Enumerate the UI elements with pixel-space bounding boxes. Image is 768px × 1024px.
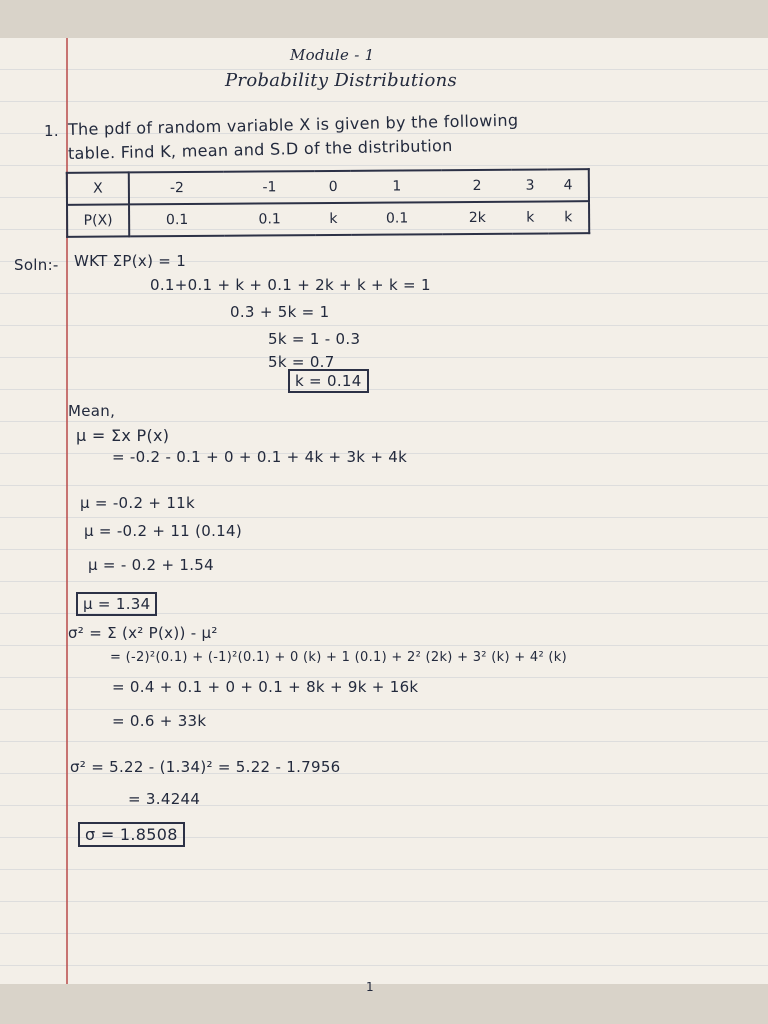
solution-label: Soln:- (14, 256, 59, 274)
mean-line: μ = Σx P(x) (76, 426, 170, 445)
table-row-label: P(X) (67, 204, 129, 236)
question-number: 1. (44, 122, 59, 140)
solution-line: WKT ΣP(x) = 1 (74, 252, 187, 270)
table-cell: 2k (442, 202, 512, 234)
table-cell: 0.1 (351, 202, 442, 235)
page-title: Probability Distributions (225, 70, 458, 91)
variance-line: = 3.4244 (128, 790, 201, 808)
table-cell: 0.1 (129, 204, 224, 237)
mean-result-box: μ = 1.34 (76, 592, 157, 616)
table-cell: 0.1 (224, 203, 315, 236)
table-row-label: X (67, 172, 129, 204)
solution-line: 5k = 1 - 0.3 (268, 330, 361, 348)
table-cell: -2 (129, 172, 224, 205)
k-result-box: k = 0.14 (288, 369, 369, 393)
mean-line: = -0.2 - 0.1 + 0 + 0.1 + 4k + 3k + 4k (112, 448, 408, 466)
variance-line: σ² = Σ (x² P(x)) - μ² (68, 624, 218, 642)
module-heading: Module - 1 (290, 46, 375, 64)
table-cell: k (548, 201, 589, 233)
table-cell: 0 (315, 171, 352, 203)
solution-line: 0.3 + 5k = 1 (230, 303, 330, 321)
mean-line: μ = -0.2 + 11 (0.14) (84, 522, 242, 540)
sd-result-box: σ = 1.8508 (78, 822, 185, 847)
mean-heading: Mean, (68, 402, 116, 420)
distribution-table (66, 168, 590, 238)
variance-line: = 0.4 + 0.1 + 0 + 0.1 + 8k + 9k + 16k (112, 678, 419, 696)
variance-line: σ² = 5.22 - (1.34)² = 5.22 - 1.7956 (70, 758, 341, 776)
table-cell: 1 (351, 170, 442, 203)
table-row (67, 201, 589, 237)
variance-line: = 0.6 + 33k (112, 712, 207, 730)
table-cell: 4 (548, 169, 589, 201)
table-cell: 3 (512, 169, 549, 201)
table-cell: k (512, 201, 549, 233)
mean-line: μ = -0.2 + 11k (80, 494, 195, 512)
table-cell: 2 (442, 170, 512, 202)
solution-line: 0.1+0.1 + k + 0.1 + 2k + k + k = 1 (150, 276, 431, 294)
mean-line: μ = - 0.2 + 1.54 (88, 556, 214, 574)
page-number: 1 (366, 980, 374, 994)
question-line-2: table. Find K, mean and S.D of the distribution (67, 135, 453, 163)
variance-line: = (-2)²(0.1) + (-1)²(0.1) + 0 (k) + 1 (0.1) + 2² (2k) + 3² (k) + 4² (k) (110, 650, 567, 665)
table-row (67, 169, 589, 205)
solution-line: 5k = 0.7 (268, 353, 335, 371)
question-line-1: The pdf of random variable X is given by the following (67, 110, 519, 139)
table-cell: -1 (224, 171, 315, 204)
table-cell: k (315, 203, 352, 235)
notebook-page (0, 38, 768, 994)
